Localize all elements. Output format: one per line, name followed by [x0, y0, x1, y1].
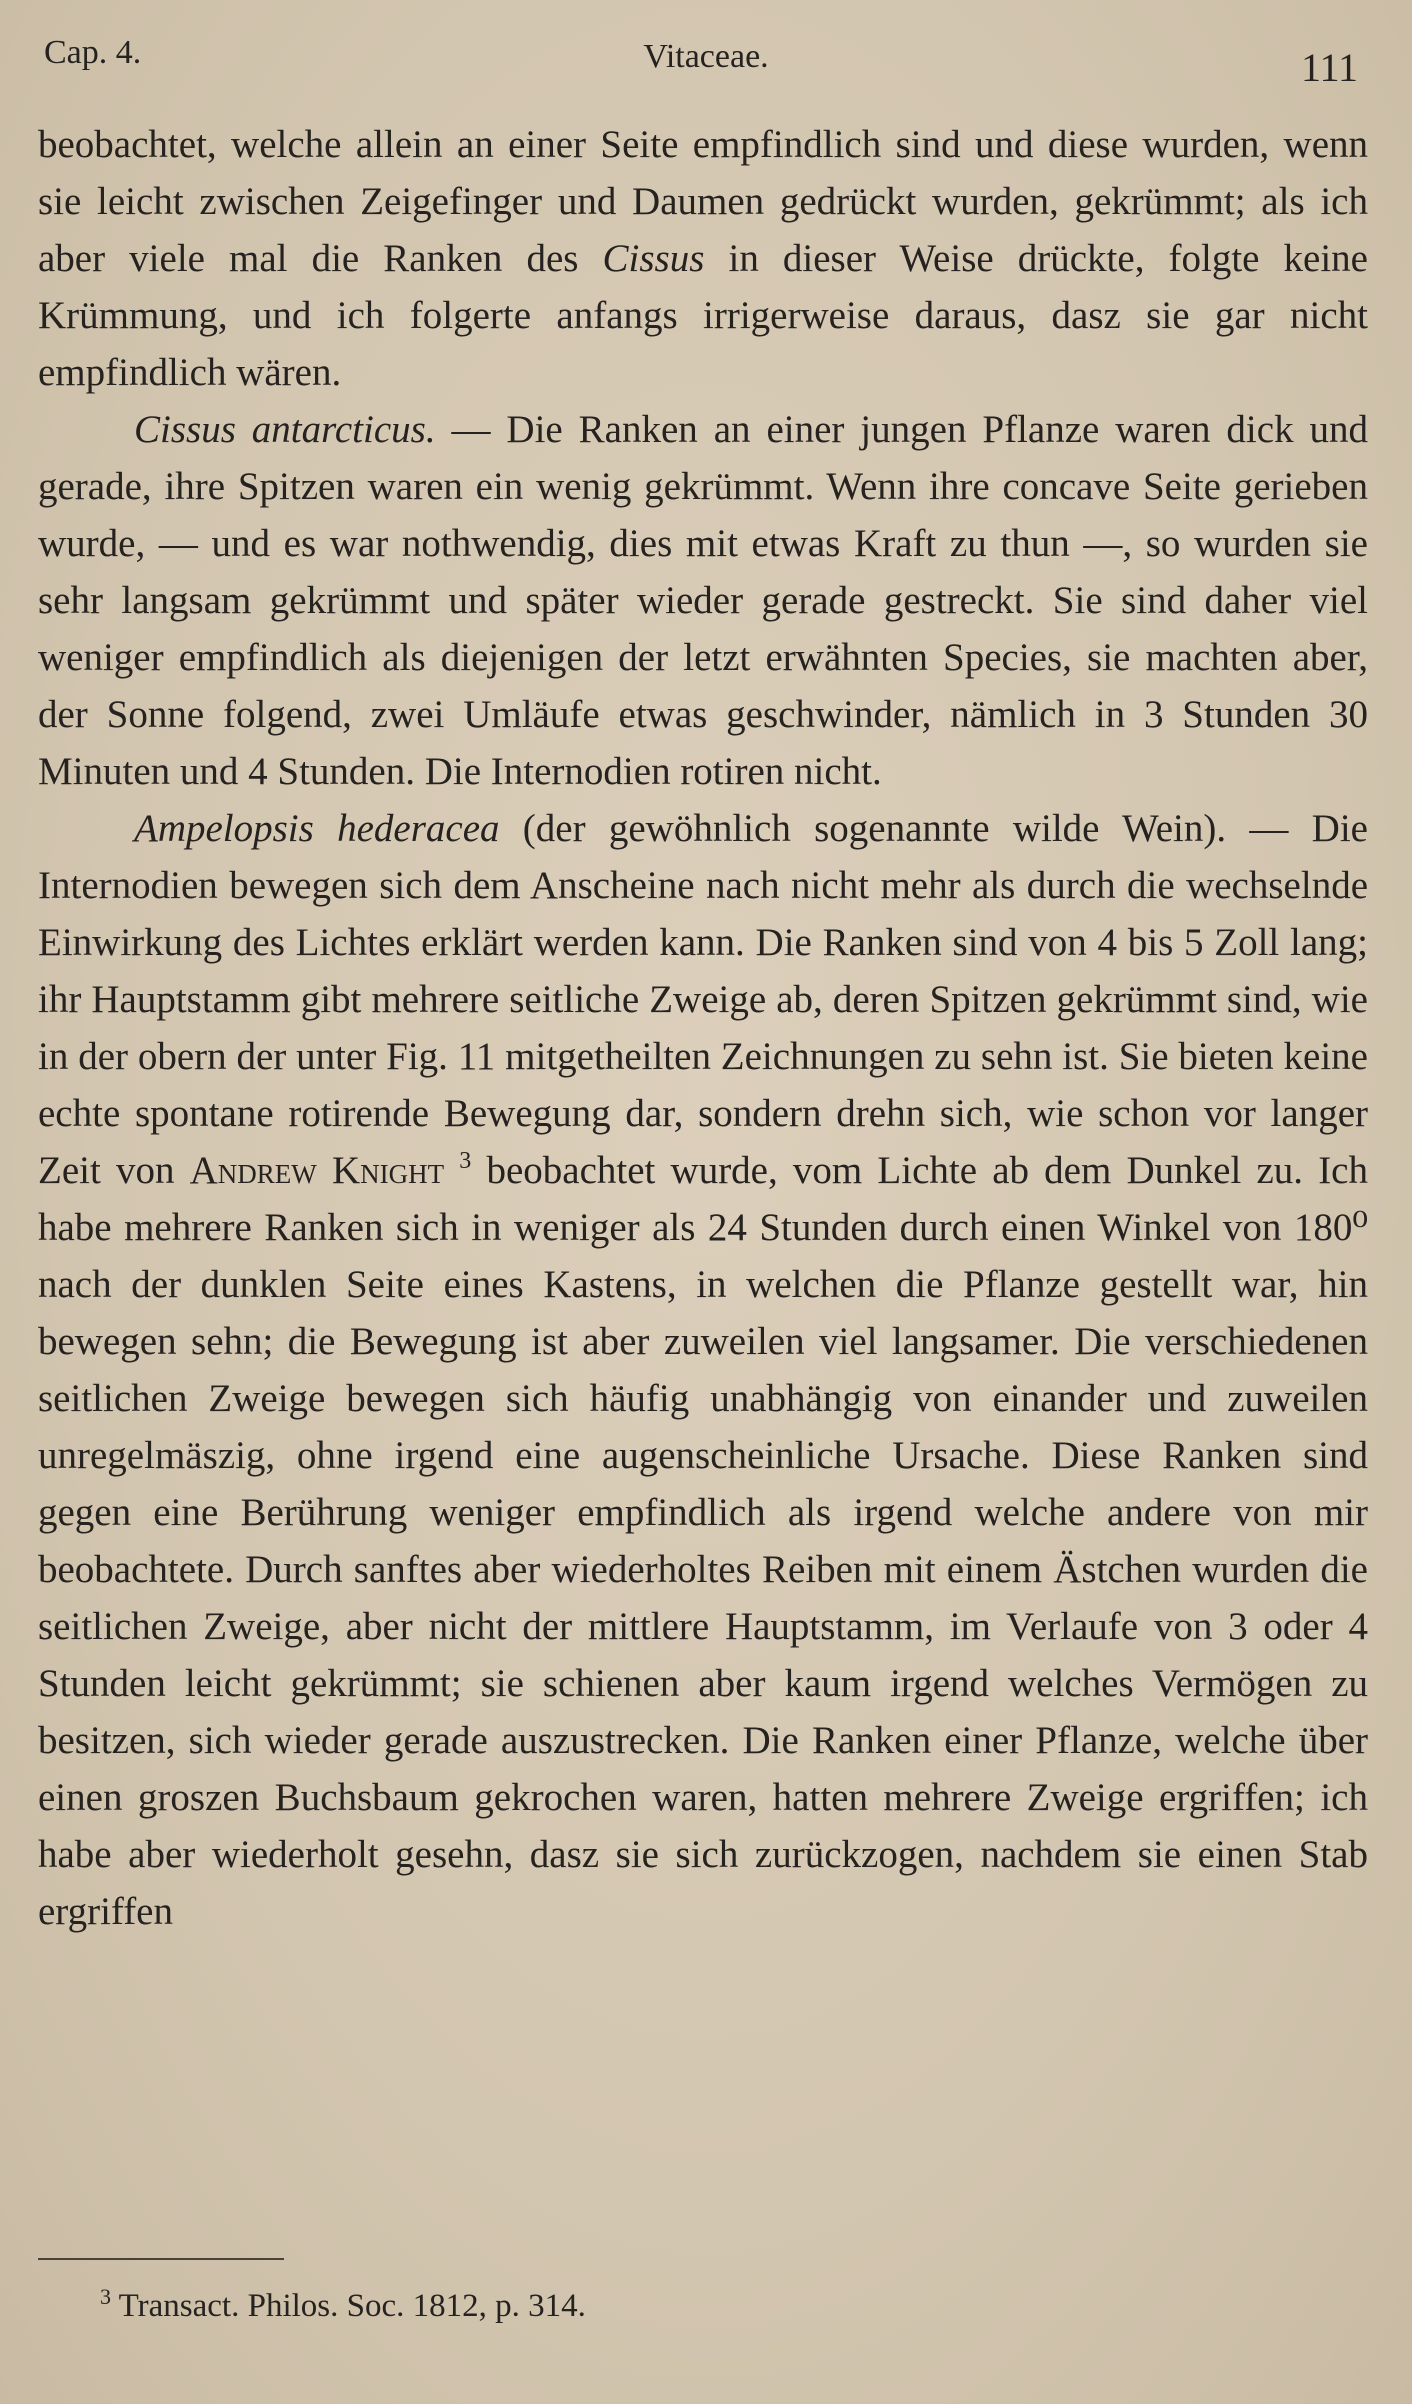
paragraph-cissus-antarcticus: Cissus antarcticus. — Die Ranken an einer jungen Pflanze waren dick und gerade, ihre Spitzen waren ein wenig gekrümmt. Wenn ihre concave Seite gerieben wurde, — und es war nothwendig, dies mit etwas Kraft zu thun —, so wurden sie sehr langsam gekrümmt und später wieder gerade gestreckt. Sie sind daher viel weniger empfindlich als diejenigen der letzt erwähnten Species, sie machten aber, der Sonne folgend, zwei Umläufe etwas geschwinder, nämlich in 3 Stunden 30 Minuten und 4 Stunden. Die Internodien rotiren nicht. — [38, 408, 1368, 793]
chapter-label: Cap. 4. — [44, 34, 142, 71]
paragraph-continued: beobachtet, welche allein an einer Seite empfindlich sind und diese wurden, wenn sie leicht zwischen Zeigefinger und Daumen gedrückt wurden, gekrümmt; als ich aber viele mal die Ranken des Cissus in dieser Weise drückte, folgte keine Krümmung, und ich folgerte anfangs irrigerweise daraus, dasz sie gar nicht empfindlich wären. — [38, 123, 1368, 394]
page-number: 111 — [1300, 45, 1358, 90]
footnote — [100, 2284, 586, 2328]
body-text — [38, 116, 1368, 1940]
footnote-text: Transact. Philos. Soc. 1812, p. 314. — [111, 2288, 586, 2324]
running-title: Vitaceae. — [643, 38, 769, 75]
running-header — [44, 28, 1368, 88]
species-name: Cissus antarcticus. — [134, 408, 436, 451]
species-name: Ampelopsis hederacea — [134, 807, 500, 850]
footnote-marker: 3 — [100, 2284, 111, 2309]
footnote-reference[interactable]: 3 — [459, 1148, 472, 1174]
footnote-divider — [38, 2258, 284, 2260]
paragraph-ampelopsis: Ampelopsis hederacea (der gewöhnlich sogenannte wilde Wein). — Die Internodien bewegen sich dem Anscheine nach nicht mehr als durch die wechselnde Einwirkung des Lichtes erklärt werden kann. Die Ranken sind von 4 bis 5 Zoll lang; ihr Hauptstamm gibt mehrere seitliche Zweige ab, deren Spitzen gekrümmt sind, wie in der obern der unter Fig. 11 mitgetheilten Zeichnungen zu sehn ist. Sie bieten keine echte spontane rotirende Bewegung dar, sondern drehn sich, wie schon vor langer Zeit von Andrew Knight $^3$ beobachtet wurde, vom Lichte ab dem Dunkel zu. Ich habe mehrere Ranken sich in weniger als 24 Stunden durch einen Winkel von 180⁰ nach der dunklen Seite eines Kastens, in welchen die Pflanze gestellt war, hin bewegen sehn; die Bewegung ist aber zuweilen viel langsamer. Die verschiedenen seitlichen Zweige bewegen sich häufig unabhängig von einander und zuweilen unregelmäszig, ohne irgend eine augenscheinliche Ursache. Diese Ranken sind gegen eine Berührung weniger empfindlich als irgend welche andere von mir beobachtete. Durch sanftes aber wiederholtes Reiben mit einem Ästchen wurden die seitlichen Zweige, aber nicht der mittlere Hauptstamm, im Verlaufe von 3 oder 4 Stunden leicht gekrümmt; sie schienen aber kaum irgend welches Vermögen zu besitzen, sich wieder gerade auszustrecken. Die Ranken einer Pflanze, welche über einen groszen Buchsbaum gekrochen waren, hatten mehrere Zweige ergriffen; ich habe aber wiederholt gesehn, dasz sie sich zurückzogen, nachdem sie einen Stab ergriffen — [38, 807, 1368, 1933]
genus-name: Cissus — [602, 237, 705, 280]
author-name: Andrew Knight — [189, 1149, 445, 1192]
